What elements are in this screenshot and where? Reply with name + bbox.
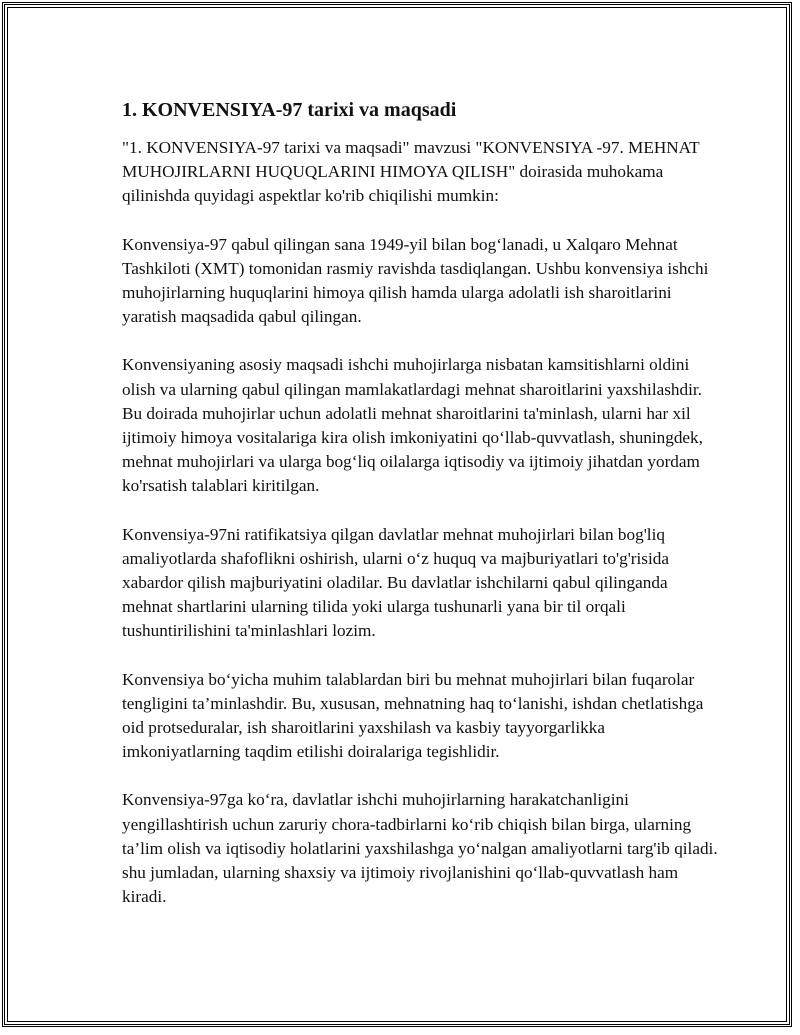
paragraph-equality: Konvensiya bo‘yicha muhim talablardan biri bu mehnat muhojirlari bilan fuqarolar tengligini ta’minlashdir. Bu, xususan, mehnatning haq to‘lanishi, ishdan chetlatishga oid protseduralar, ish sharoitlarini yaxshilash va kasbiy tayyorgarlikka imkoniyatlarning taqdim etilishi doiralariga tegishlidir.	[122, 669, 704, 762]
paragraph-mobility: Konvensiya-97ga ko‘ra, davlatlar ishchi muhojirlarning harakatchanligini yengillashtirish uchun zaruriy chora-tadbirlarni ko‘rib chiqish bilan birga, ularning ta’lim olish va iqtisodiy holatlarini yaxshilashga yo‘nalgan amaliyotlarni targ'ib qiladi. shu jumladan, ularning shaxsiy va ijtimoiy rivojlanishini qo‘llab-quvvatlash ham kiradi.	[122, 790, 718, 907]
document-page	[2, 2, 792, 1027]
paragraph-ratification: Konvensiya-97ni ratifikatsiya qilgan davlatlar mehnat muhojirlari bilan bog'liq amaliyotlarda shafoflikni oshirish, ularni o‘z huquq va majburiyatlari to'g'risida xabardor qilish majburiyatini oladilar. Bu davlatlar ishchilarni qabul qilinganda mehnat shartlarini ularning tilida yoki ularga tushunarli yana bir til orqali tushuntirilishini ta'minlashlari lozim.	[122, 524, 669, 641]
document-body	[122, 97, 722, 933]
paragraph-history: Konvensiya-97 qabul qilingan sana 1949-yil bilan bog‘lanadi, u Xalqaro Mehnat Tashkiloti (XMT) tomonidan rasmiy ravishda tasdiqlangan. Ushbu konvensiya ishchi muhojirlarning huquqlarini himoya qilish hamda ularga adolatli ish sharoitlarini yaratish maqsadida qabul qilingan.	[122, 234, 709, 327]
paragraph-intro: "1. KONVENSIYA-97 tarixi va maqsadi" mavzusi "KONVENSIYA -97. MEHNAT MUHOJIRLARNI HUQUQLARINI HIMOYA QILISH" doirasida muhokama qilinishda quyidagi aspektlar ko'rib chiqilishi mumkin:	[122, 138, 700, 206]
paragraph-purpose: Konvensiyaning asosiy maqsadi ishchi muhojirlarga nisbatan kamsitishlarni oldini olish va ularning qabul qilingan mamlakatlardagi mehnat sharoitlarini yaxshilashdir. Bu doirada muhojirlar uchun adolatli mehnat sharoitlarini ta'minlash, ularni har xil ijtimoiy himoya vositalariga kira olish imkoniyatini qo‘llab-quvvatlash, shuningdek, mehnat muhojirlari va ularga bog‘liq oilalarga iqtisodiy va ijtimoiy jihatdan yordam ko'rsatish talablari kiritilgan.	[122, 355, 703, 496]
section-heading: 1. KONVENSIYA-97 tarixi va maqsadi	[122, 99, 457, 121]
